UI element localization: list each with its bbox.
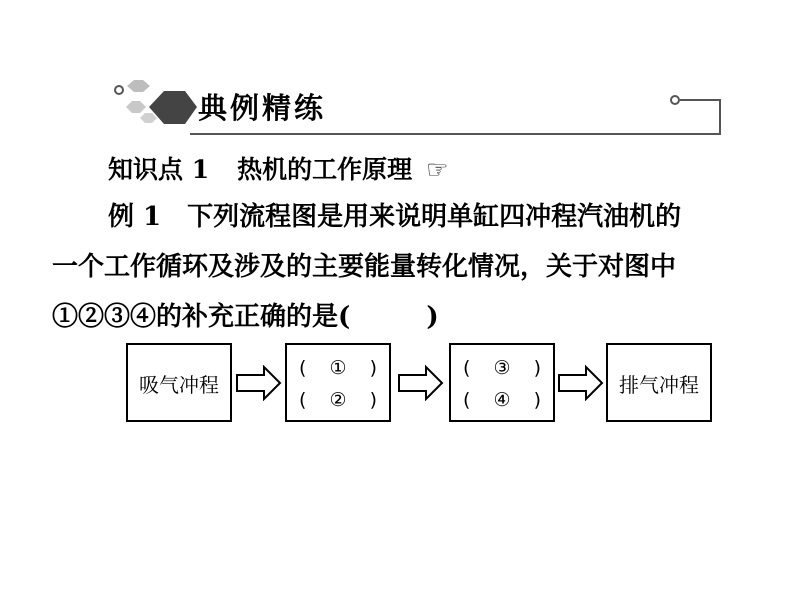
question-text-1: 下列流程图是用来说明单缸四冲程汽油机的 <box>187 202 682 232</box>
section-banner <box>0 0 800 150</box>
flow-arrow-3-icon <box>558 365 604 401</box>
slot-number-2: ② <box>329 389 347 411</box>
flow-box-intake-label: 吸气冲程 <box>139 373 219 397</box>
slot-number-3: ③ <box>493 357 511 379</box>
left-paren: ( <box>463 357 471 379</box>
question-text-2: 一个工作循环及涉及的主要能量转化情况，关于对图中 <box>52 252 677 282</box>
hexagon-decoration-2 <box>126 101 146 113</box>
right-paren: ) <box>533 357 541 379</box>
flow-slot-1 <box>299 355 377 381</box>
question-line-3 <box>52 299 439 335</box>
knowledge-point-title: 热机的工作原理 <box>237 155 413 184</box>
dark-hexagon-icon <box>149 91 197 124</box>
small-circle-decoration <box>115 86 123 94</box>
flow-box-exhaust-label: 排气冲程 <box>619 373 699 397</box>
question-line-2 <box>52 249 676 285</box>
end-circle-decoration <box>671 96 679 104</box>
flow-arrow-1-icon <box>236 365 282 401</box>
pointing-hand-icon: ☞ <box>426 155 449 184</box>
hexagon-decoration-1 <box>127 80 150 92</box>
flow-box-stroke-3 <box>449 343 555 422</box>
slot-number-4: ④ <box>493 389 511 411</box>
left-paren: ( <box>299 389 307 411</box>
flow-slot-2 <box>299 387 377 413</box>
section-title: 典例精练 <box>198 91 327 125</box>
flow-arrow-2-icon <box>398 365 444 401</box>
knowledge-point-heading <box>108 152 449 188</box>
knowledge-point-label: 知识点 1 <box>108 155 210 184</box>
right-paren: ) <box>533 389 541 411</box>
right-paren: ) <box>369 357 377 379</box>
question-number: 例 1 <box>108 202 162 232</box>
flow-box-stroke-2 <box>285 343 391 422</box>
flow-slot-4 <box>463 387 541 413</box>
flow-box-exhaust <box>606 343 712 422</box>
flow-slot-3 <box>463 355 541 381</box>
left-paren: ( <box>299 357 307 379</box>
question-text-3-end: ) <box>426 302 439 332</box>
flow-box-intake <box>126 343 232 422</box>
hexagon-decoration-3 <box>140 113 157 123</box>
left-paren: ( <box>463 389 471 411</box>
question-line-1 <box>108 199 681 235</box>
banner-decoration <box>0 0 800 150</box>
right-paren: ) <box>369 389 377 411</box>
question-text-3: ①②③④的补充正确的是( <box>52 302 351 332</box>
slot-number-1: ① <box>329 357 347 379</box>
